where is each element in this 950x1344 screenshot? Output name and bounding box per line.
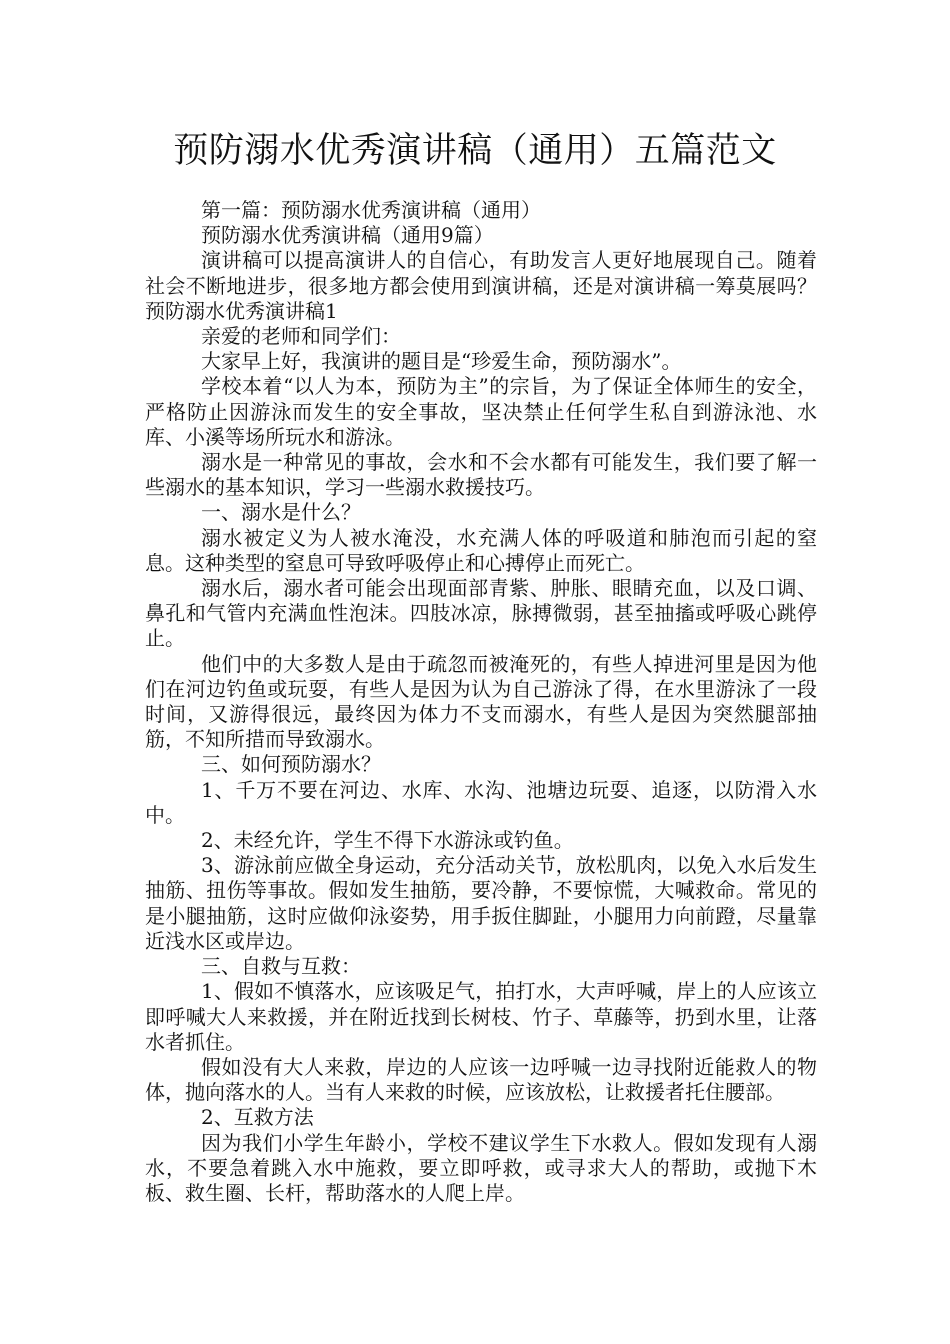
paragraph: 他们中的大多数人是由于疏忽而被淹死的，有些人掉进河里是因为他们在河边钓鱼或玩耍，有些人是因为认为自己游泳了得，在水里游泳了一段时间，又游得很远，最终因为体力不支而溺水，有些人是因为突然腿部抽筋，不知所措而导致溺水。 [145,651,817,752]
subsection-heading: 2、互救方法 [201,1105,314,1130]
paragraph: 假如没有大人来救，岸边的人应该一边呼喊一边寻找附近能救人的物体，抛向落水的人。当有人来救的时候，应该放松，让救援者托住腰部。 [145,1054,817,1105]
list-item: 1、假如不慎落水，应该吸足气，拍打水，大声呼喊，岸上的人应该立即呼喊大人来救援，并在附近找到长树枝、竹子、草藤等，扔到水里，让落水者抓住。 [145,979,817,1054]
paragraph: 溺水后，溺水者可能会出现面部青紫、肿胀、眼睛充血，以及口调、鼻孔和气管内充满血性泡沫。四肢冰凉，脉搏微弱，甚至抽搐或呼吸心跳停止。 [145,576,817,651]
list-item: 1、千万不要在河边、水库、水沟、池塘边玩耍、追逐，以防滑入水中。 [145,777,817,827]
paragraph: 演讲稿可以提高演讲人的自信心，有助发言人更好地展现自己。随着社会不断地进步，很多地方都会使用到演讲稿，还是对演讲稿一筹莫展吗？预防溺水优秀演讲稿1 [145,248,817,323]
paragraph: 预防溺水优秀演讲稿（通用9篇） [201,223,494,248]
paragraph: 因为我们小学生年龄小，学校不建议学生下水救人。假如发现有人溺水，不要急着跳入水中施救，要立即呼救，或寻求大人的帮助，或抛下木板、救生圈、长杆，帮助落水的人爬上岸。 [145,1130,817,1205]
section-heading: 一、溺水是什么？ [201,500,361,525]
document-body [145,198,817,1206]
paragraph: 溺水是一种常见的事故，会水和不会水都有可能发生，我们要了解一些溺水的基本知识，学习一些溺水救援技巧。 [145,450,817,500]
paragraph: 第一篇：预防溺水优秀演讲稿（通用） [201,198,541,222]
paragraph: 学校本着“以人为本，预防为主”的宗旨，为了保证全体师生的安全，严格防止因游泳而发生的安全事故，坚决禁止任何学生私自到游泳池、水库、小溪等场所玩水和游泳。 [145,374,817,449]
list-item: 2、未经允许，学生不得下水游泳或钓鱼。 [201,828,574,853]
section-heading: 三、如何预防溺水？ [201,752,381,777]
paragraph: 溺水被定义为人被水淹没，水充满人体的呼吸道和肺泡而引起的窒息。这种类型的窒息可导致呼吸停止和心搏停止而死亡。 [145,525,817,575]
paragraph: 亲爱的老师和同学们： [201,324,401,349]
list-item: 3、游泳前应做全身运动，充分活动关节，放松肌肉，以免入水后发生抽筋、扭伤等事故。假如发生抽筋，要冷静，不要惊慌，大喊救命。常见的是小腿抽筋，这时应做仰泳姿势，用手扳住脚趾，小腿用力向前蹬，尽量靠近浅水区或岸边。 [145,853,817,953]
document-title: 预防溺水优秀演讲稿（通用）五篇范文 [173,131,777,171]
section-heading: 三、自救与互救： [201,954,361,979]
paragraph: 大家早上好，我演讲的题目是“珍爱生命，预防溺水”。 [201,349,682,374]
